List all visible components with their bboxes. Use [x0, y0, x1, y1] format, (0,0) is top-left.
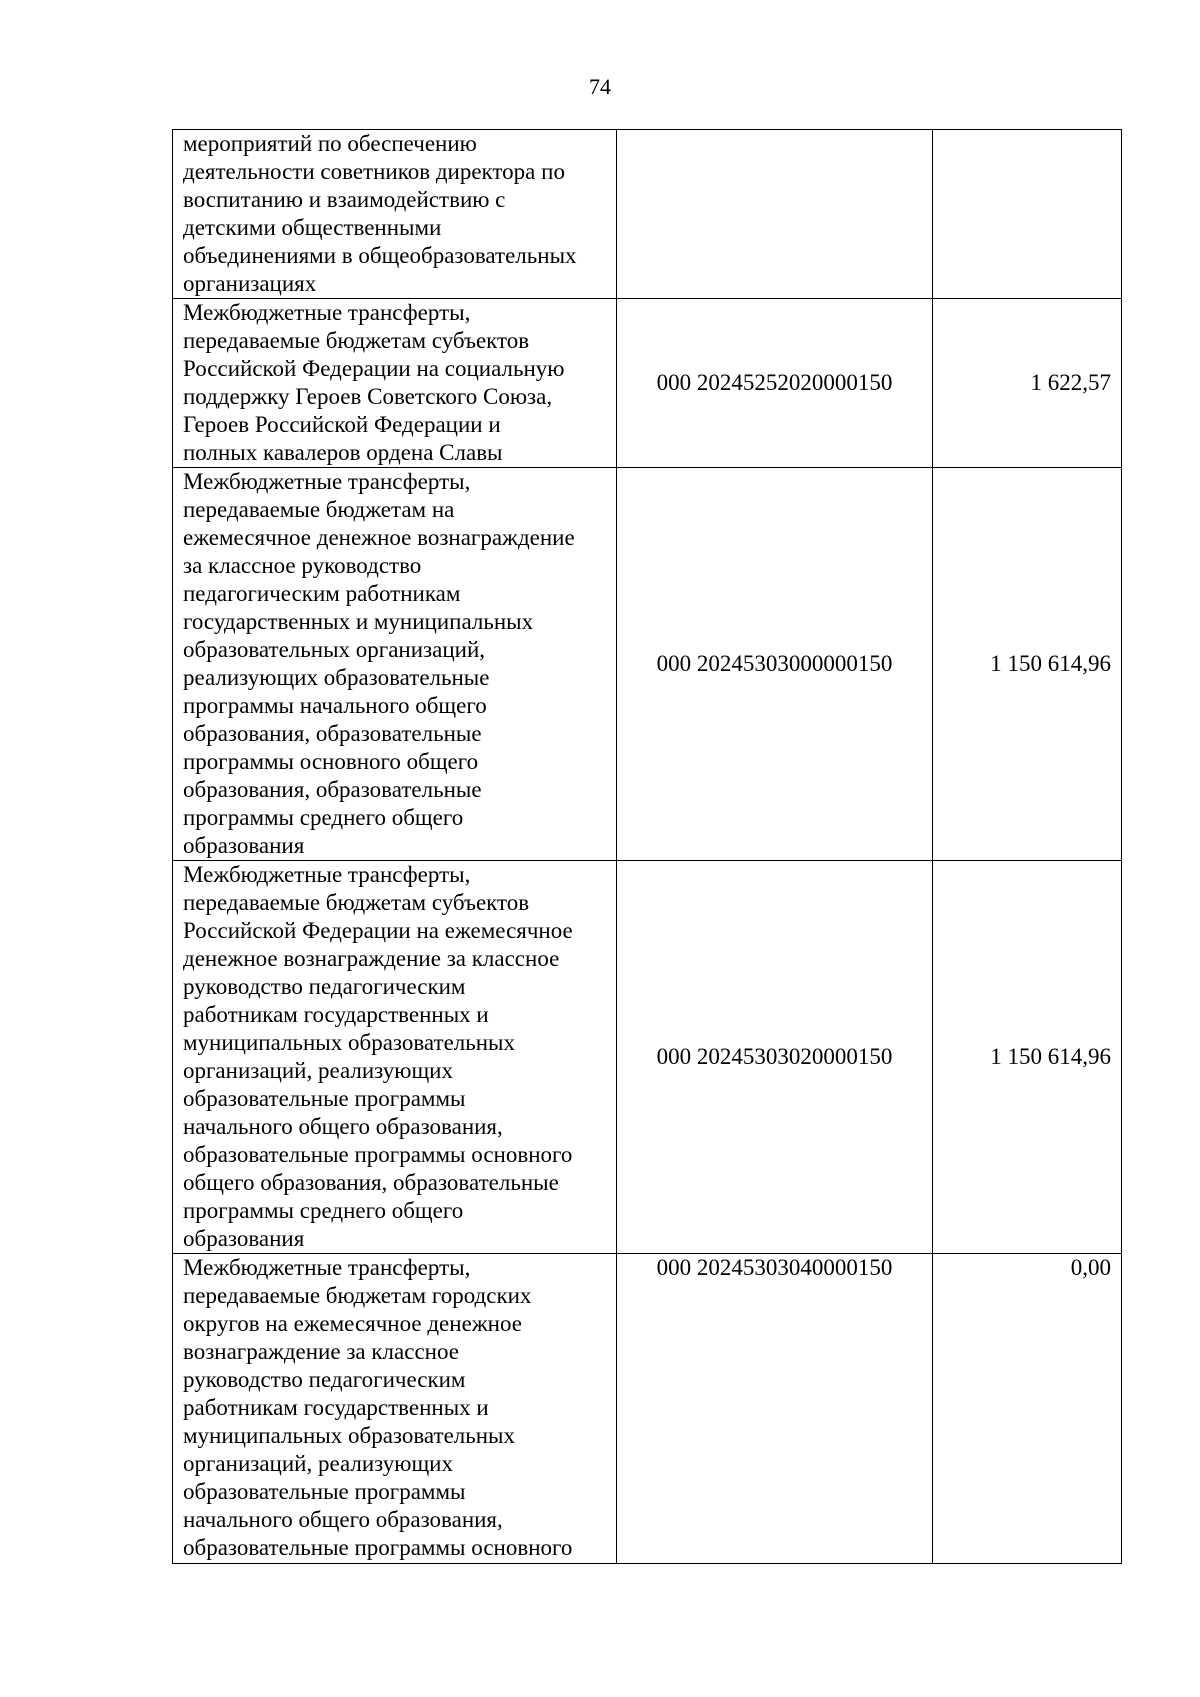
- row-amount: 1 150 614,96: [933, 468, 1122, 861]
- description-line: поддержку Героев Советского Союза,: [183, 384, 553, 409]
- description-line: образовательные программы основного: [183, 1142, 573, 1167]
- description-line: Российской Федерации на социальную: [183, 356, 565, 381]
- description-line: передаваемые бюджетам субъектов: [183, 890, 530, 915]
- description-line: объединениями в общеобразовательных: [183, 243, 577, 268]
- table-row: [173, 1254, 1122, 1564]
- description-line: Межбюджетные трансферты,: [183, 469, 471, 494]
- description-line: образования: [183, 833, 305, 858]
- table-row: [173, 861, 1122, 1254]
- description-line: денежное вознаграждение за классное: [183, 946, 560, 971]
- description-line: Межбюджетные трансферты,: [183, 862, 471, 887]
- description-line: реализующих образовательные: [183, 665, 490, 690]
- description-line: ежемесячное денежное вознаграждение: [183, 525, 575, 550]
- budget-table: [172, 129, 1122, 1564]
- description-line: программы среднего общего: [183, 1198, 464, 1223]
- description-line: за классное руководство: [183, 553, 422, 578]
- description-line: полных кавалеров ордена Славы: [183, 440, 503, 465]
- description-line: руководство педагогическим: [183, 974, 466, 999]
- table-row: [173, 468, 1122, 861]
- description-line: передаваемые бюджетам на: [183, 497, 455, 522]
- description-line: Межбюджетные трансферты,: [183, 300, 471, 325]
- row-code: [617, 130, 933, 299]
- description-line: программы среднего общего: [183, 805, 464, 830]
- description-line: муниципальных образовательных: [183, 1030, 516, 1055]
- description-line: мероприятий по обеспечению: [183, 131, 477, 156]
- description-line: государственных и муниципальных: [183, 609, 534, 634]
- description-line: организаций, реализующих: [183, 1058, 453, 1083]
- page-number: 74: [589, 74, 611, 99]
- description-line: Героев Российской Федерации и: [183, 412, 501, 437]
- description-line: общего образования, образовательные: [183, 1170, 559, 1195]
- description-line: программы начального общего: [183, 693, 487, 718]
- description-line: деятельности советников директора по: [183, 159, 565, 184]
- row-code: 000 20245252020000150: [617, 299, 933, 468]
- description-line: вознаграждение за классное: [183, 1339, 459, 1364]
- description-line: Межбюджетные трансферты,: [183, 1255, 471, 1280]
- description-line: образования, образовательные: [183, 777, 482, 802]
- description-line: организаций, реализующих: [183, 1451, 453, 1476]
- description-line: передаваемые бюджетам субъектов: [183, 328, 530, 353]
- description-line: образования: [183, 1226, 305, 1251]
- row-description: [173, 1254, 617, 1564]
- table-row: [173, 299, 1122, 468]
- description-line: работникам государственных и: [183, 1395, 489, 1420]
- description-line: образовательные программы: [183, 1479, 466, 1504]
- row-description: [173, 130, 617, 299]
- description-line: начального общего образования,: [183, 1507, 503, 1532]
- row-description: [173, 299, 617, 468]
- row-description: [173, 468, 617, 861]
- row-code: 000 20245303040000150: [617, 1254, 933, 1564]
- description-line: программы основного общего: [183, 749, 479, 774]
- description-line: начального общего образования,: [183, 1114, 503, 1139]
- row-amount: [933, 130, 1122, 299]
- description-line: образовательные программы основного: [183, 1535, 573, 1560]
- row-code: 000 20245303020000150: [617, 861, 933, 1254]
- row-description: [173, 861, 617, 1254]
- description-line: работникам государственных и: [183, 1002, 489, 1027]
- description-line: педагогическим работникам: [183, 581, 461, 606]
- row-amount: 0,00: [933, 1254, 1122, 1564]
- description-line: образовательных организаций,: [183, 637, 485, 662]
- table-row: [173, 130, 1122, 299]
- description-line: муниципальных образовательных: [183, 1423, 516, 1448]
- row-amount: 1 622,57: [933, 299, 1122, 468]
- row-amount: 1 150 614,96: [933, 861, 1122, 1254]
- description-line: руководство педагогическим: [183, 1367, 466, 1392]
- description-line: округов на ежемесячное денежное: [183, 1311, 522, 1336]
- description-line: организациях: [183, 271, 317, 296]
- row-code: 000 20245303000000150: [617, 468, 933, 861]
- description-line: образовательные программы: [183, 1086, 466, 1111]
- description-line: детскими общественными: [183, 215, 442, 240]
- description-line: Российской Федерации на ежемесячное: [183, 918, 573, 943]
- description-line: образования, образовательные: [183, 721, 482, 746]
- description-line: воспитанию и взаимодействию с: [183, 187, 506, 212]
- description-line: передаваемые бюджетам городских: [183, 1283, 532, 1308]
